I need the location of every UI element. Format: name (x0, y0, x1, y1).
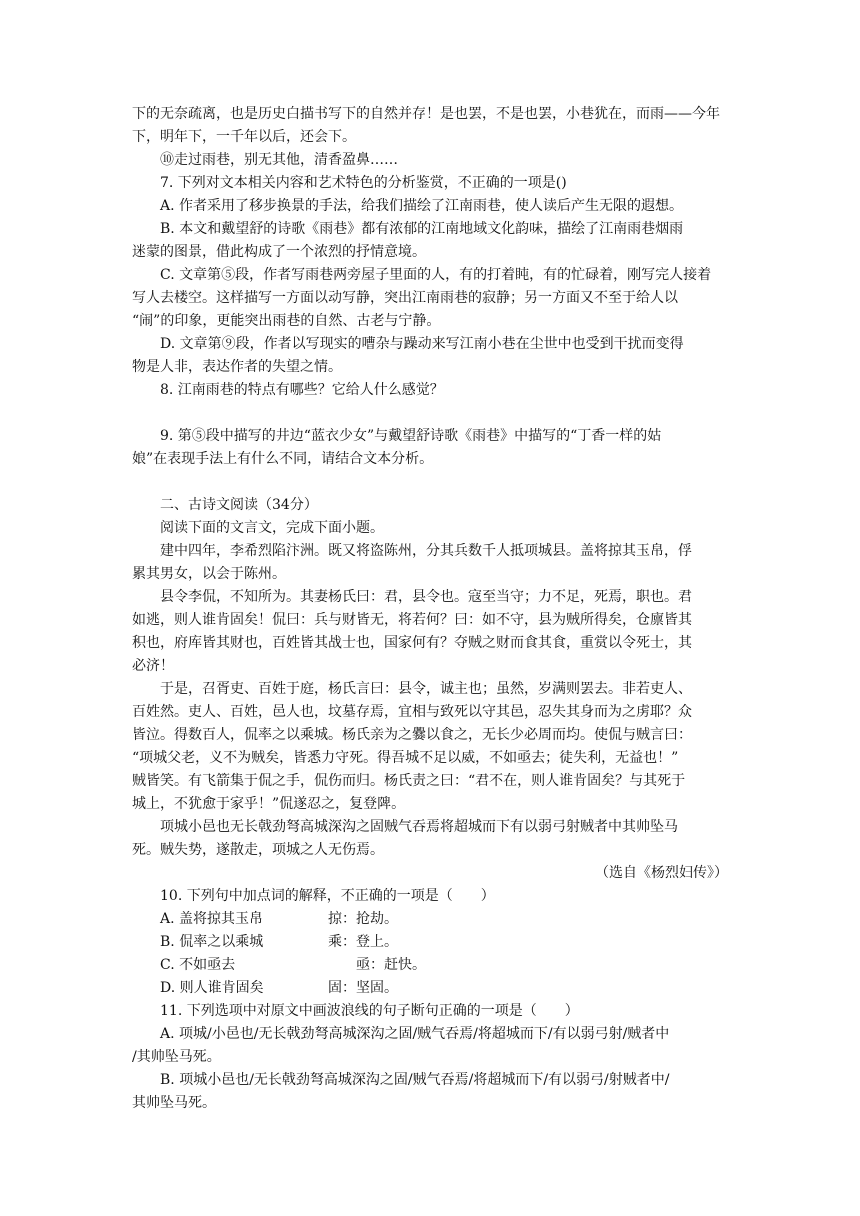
text-line: 必济！ (132, 658, 174, 674)
q10-option-gloss: 掠：抢劫。 (328, 911, 398, 927)
option-c: C. 文章第⑤段，作者写雨巷两旁屋子里面的人，有的打着盹，有的忙碌着，刚写完人接着 (160, 267, 712, 283)
wavy-line-sentence: 项城小邑也无长戟劲弩高城深沟之固贼气吞焉将超城而下有以弱弓射贼者中其帅坠马 (160, 819, 678, 835)
text-line: 贼皆笑。有飞箭集于侃之手，侃伤而归。杨氏责之曰：“君不在，则人谁肯固矣？与其死于 (132, 773, 686, 789)
text-line: 累其男女，以会于陈州。 (132, 566, 286, 582)
text-line: ⑩走过雨巷，别无其他，清香盈鼻…… (160, 152, 398, 168)
option-b: B. 项城小邑也/无长戟劲弩高城深沟之固/贼气吞焉/将超城而下/有以弱弓/射贼者中/ (160, 1072, 670, 1088)
question-11: 11. 下列选项中对原文中画波浪线的句子断句正确的一项是（ ） (160, 1003, 579, 1019)
q10-option-label: B. 侃率之以乘城 (160, 934, 264, 950)
text-line: 其帅坠马死。 (132, 1095, 216, 1111)
source-citation: （选自《杨烈妇传》） (595, 865, 728, 881)
text-line: 死。贼失势，遂散走，项城之人无伤焉。 (132, 842, 384, 858)
q10-option-gloss: 乘：登上。 (328, 934, 398, 950)
text-line: 下的无奈疏离，也是历史白描书写下的自然并存！是也罢，不是也罢，小巷犹在，而雨——今年 (132, 106, 720, 122)
text-line: “闹”的印象，更能突出雨巷的自然、古老与宁静。 (132, 313, 441, 329)
q10-option-label: D. 则人谁肯固矣 (160, 980, 264, 996)
text-line: 下，明年下，一千年以后，还会下。 (132, 129, 356, 145)
question-10: 10. 下列句中加点词的解释，不正确的一项是（ ） (160, 888, 495, 904)
text-line: 如逃，则人谁肯固矣！侃曰：兵与财皆无，将若何？曰：如不守，县为贼所得矣，仓廪皆其 (132, 612, 692, 628)
text-line: 建中四年，李希烈陷汴洲。既又将盗陈州，分其兵数千人抵项城县。盖将掠其玉帛，俘 (160, 543, 692, 559)
text-line: 皆泣。得数百人，侃率之以乘城。杨氏亲为之爨以食之，无长少必周而均。使侃与贼言曰： (132, 727, 692, 743)
text-line: 于是，召胥吏、百姓于庭，杨氏言曰：县令，诚主也；虽然，岁满则罢去。非若吏人、 (160, 681, 692, 697)
option-b: B. 本文和戴望舒的诗歌《雨巷》都有浓郁的江南地域文化韵味，描绘了江南雨巷烟雨 (160, 221, 684, 237)
text-line: 迷蒙的图景，借此构成了一个浓烈的抒情意境。 (132, 244, 426, 260)
text-line: 百姓然。吏人、百姓，邑人也，坟墓存焉，宜相与致死以守其邑，忍失其身而为之虏耶？众 (132, 704, 692, 720)
text-line: 物是人非，表达作者的失望之情。 (132, 359, 342, 375)
text-line: 娘”在表现手法上有什么不同，请结合文本分析。 (132, 451, 434, 467)
question-9: 9. 第⑤段中描写的井边“蓝衣少女”与戴望舒诗歌《雨巷》中描写的“丁香一样的姑 (160, 428, 662, 444)
text-line: 城上，不犹愈于家乎！”侃遂忍之，复登陴。 (132, 796, 406, 812)
q10-option-label: C. 不如亟去 (160, 957, 236, 973)
text-line: “项城父老，义不为贼矣，皆悉力守死。得吾城不足以威，不如亟去；徒失利，无益也！” (132, 750, 679, 766)
option-a: A. 项城/小邑也/无长戟劲弩高城深沟之固/贼气吞焉/将超城而下/有以弱弓射/贼者中 (160, 1026, 670, 1042)
option-d: D. 文章第⑨段，作者以写现实的嘈杂与躁动来写江南小巷在尘世中也受到干扰而变得 (160, 336, 684, 352)
q10-option-label: A. 盖将掠其玉帛 (160, 911, 264, 927)
instruction: 阅读下面的文言文，完成下面小题。 (160, 520, 384, 536)
text-line: 写人去楼空。这样描写一方面以动写静，突出江南雨巷的寂静；另一方面又不至于给人以 (132, 290, 678, 306)
text-line: 积也，府库皆其财也，百姓皆其战士也，国家何有？夺贼之财而食其食，重赏以令死士，其 (132, 635, 692, 651)
question-8: 8. 江南雨巷的特点有哪些？它给人什么感觉？ (160, 382, 444, 398)
q10-option-gloss: 固：坚固。 (328, 980, 398, 996)
option-a: A. 作者采用了移步换景的手法，给我们描绘了江南雨巷，使人读后产生无限的遐想。 (160, 198, 684, 214)
text-line: /其帅坠马死。 (132, 1049, 221, 1065)
q10-option-gloss: 亟：赶快。 (356, 957, 426, 973)
section-heading: 二、古诗文阅读（34分） (160, 497, 318, 513)
text-line: 县令李侃，不知所为。其妻杨氏曰：君，县令也。寇至当守；力不足，死焉，职也。君 (160, 589, 692, 605)
question-7: 7. 下列对文本相关内容和艺术特色的分析鉴赏，不正确的一项是() (160, 175, 567, 191)
